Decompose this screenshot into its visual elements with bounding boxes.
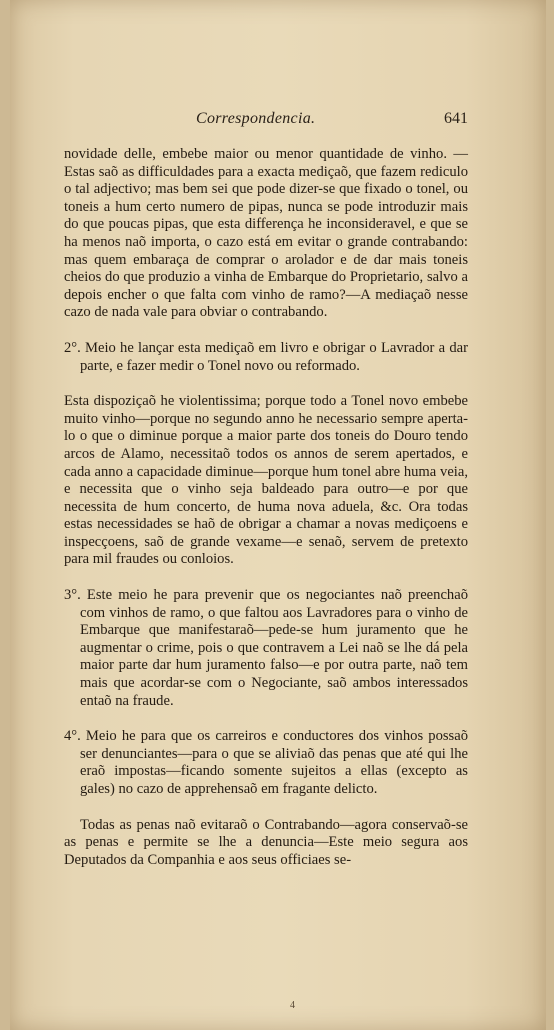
book-page — [10, 0, 546, 1030]
paragraph-5: 4°. Meio he para que os carreiros e conductores dos vinhos possaõ ser denunciantes—para o que se aliviaõ das penas que até qui lhe eraõ impostas—ficando somente sujeitos a ellas (excepto as gales) no cazo de apprehensaõ em fragante delicto. — [64, 728, 468, 797]
page-number: 641 — [444, 110, 468, 127]
paragraph-4: 3°. Este meio he para prevenir que os negociantes naõ preenchaõ com vinhos de ramo, o que faltou aos Lavradores para o vinho de Embarque que manifestaraõ—pede-se hum juramento que he augmentar o crime, pois o que contravem a Lei naõ se lhe dá pela maior parte dar hum juramento falso—e por outra parte, naõ tem mais que acordar-se com o Negociante, saõ ambos interessados entaõ na fraude. — [64, 587, 468, 709]
paragraph-2: 2°. Meio he lançar esta mediçaõ em livro e obrigar o Lavrador a dar parte, e fazer medir o Tonel novo ou reformado. — [64, 339, 468, 374]
folio-mark: 4 — [290, 1000, 295, 1011]
paragraph-3: Esta dispoziçaõ he violentissima; porque todo a Tonel novo embebe muito vinho—porque no segundo anno he necessario sempre aperta-lo o que o diminue porque a maior parte dos toneis do Douro tendo arcos de Alamo, necessitaõ todos os annos de serem apertados, e cada anno a capacidade diminue—porque hum tonel abre huma veia, e necessita que o vinho seja baldeado para outro—e por que necessita de hum concerto, de huma nova aduela, &c. Ora todas estas necessidades se haõ de obrigar a chamar a novas mediçoens e inspecçoens, saõ de grande vexame—e senaõ, servem de pretexto para mil fraudes ou conloios. — [64, 393, 468, 568]
body-text — [64, 146, 468, 869]
paragraph-6: Todas as penas naõ evitaraõ o Contrabando—agora conservaõ-se as penas e permite se lhe a denuncia—Este meio segura aos Deputados da Companhia e aos seus officiaes se- — [64, 816, 468, 868]
page-header — [64, 110, 468, 132]
running-head: Correspondencia. — [196, 110, 316, 127]
paragraph-1: novidade delle, embebe maior ou menor quantidade de vinho. — Estas saõ as difficuldades para a exacta mediçaõ, que fazem rediculo o tal adjectivo; mas bem sei que pode dizer-se que fixado o tonel, ou toneis a hum certo numero de pipas, nunca se pode introduzir mais do que poucas pipas, que esta differença he inconsideravel, e que se ha menos naõ importa, o cazo está em evitar o grande contrabando: mas quem embaraça de comprar o arolador e de dar mais toneis cheios do que produzio a vinha de Embarque do Proprietario, salvo a depois encher o que falta com vinho de ramo?—A mediaçaõ nesse cazo de nada vale para obviar o contrabando. — [64, 146, 468, 321]
